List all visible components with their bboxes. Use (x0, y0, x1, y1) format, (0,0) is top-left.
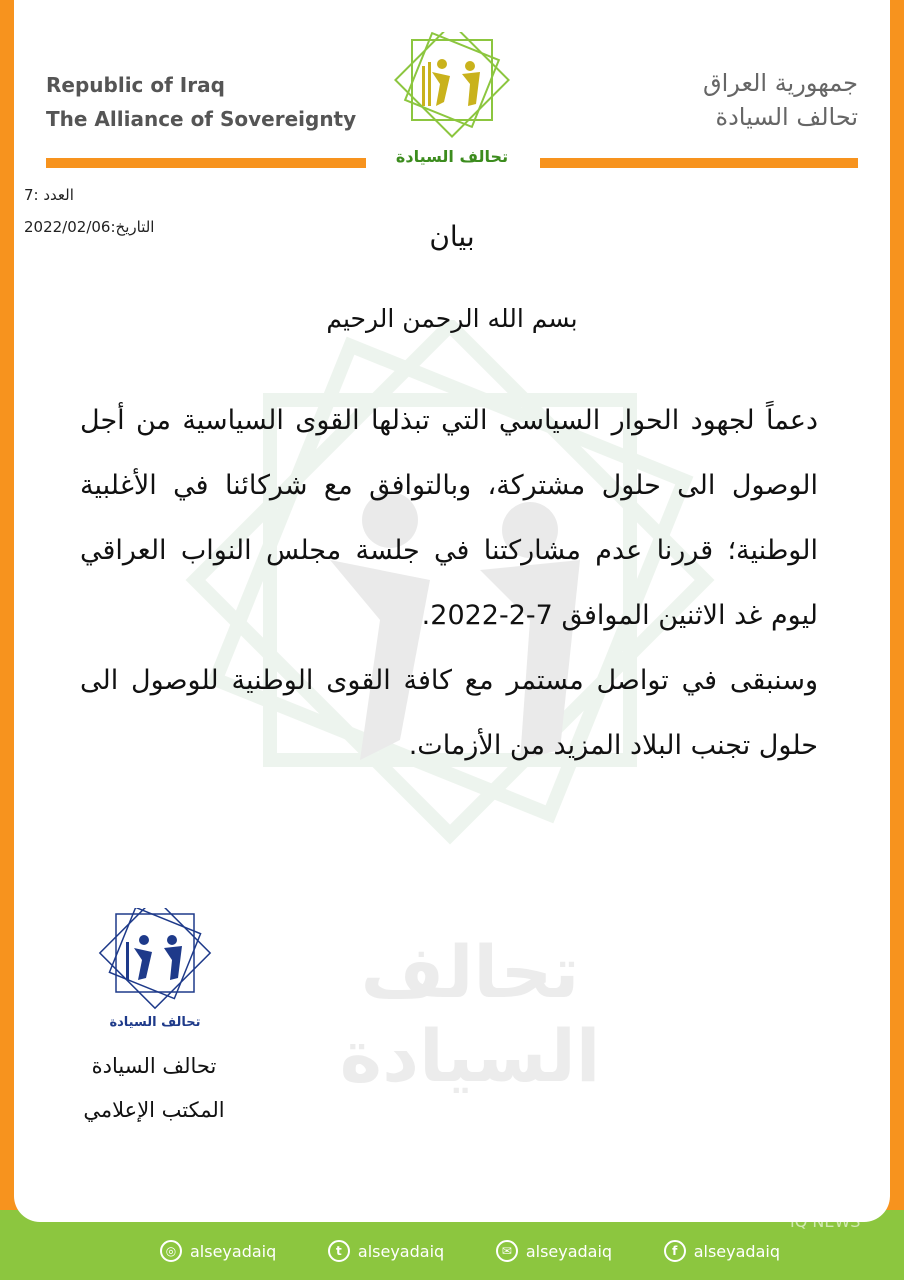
statement-paragraph-2: وسنبقى في تواصل مستمر مع كافة القوى الوطنية للوصول الى حلول تجنب البلاد المزيد من الأزمات. (80, 665, 818, 761)
signature-line2: المكتب الإعلامي (83, 1098, 225, 1122)
alliance-logo-bottom (96, 908, 214, 1034)
signature-line1: تحالف السيادة (91, 1054, 217, 1078)
date-value: 2022/02/06 (24, 218, 111, 236)
facebook-icon: f (664, 1240, 686, 1262)
watermark-text: تحالف السيادة (339, 930, 601, 1098)
footer-twitter[interactable] (328, 1240, 444, 1262)
logo-bottom-caption: تحالف السيادة (109, 1015, 201, 1030)
mail-icon: ✉ (496, 1240, 518, 1262)
header-en-line2: The Alliance of Sovereignty (46, 107, 357, 131)
statement-paragraph-1: دعماً لجهود الحوار السياسي التي تبذلها القوى السياسية من أجل الوصول الى حلول مشتركة، وبالتوافق مع شركائنا في الأغلبية الوطنية؛ قررنا عدم مشاركتنا في جلسة مجلس النواب العراقي ليوم غد الاثنين الموافق 7-2-2022. (80, 405, 818, 631)
footer-handle: alseyadaiq (190, 1241, 277, 1261)
footer-mail[interactable] (496, 1240, 612, 1262)
footer-handle: alseyadaiq (693, 1241, 780, 1261)
dribbble-icon: ◎ (160, 1240, 182, 1262)
header-ar-line1: جمهورية العراق (702, 69, 858, 97)
header-english (46, 68, 356, 136)
date-label: التاريخ: (110, 218, 155, 236)
press-watermark: IQ NEWS (790, 1212, 861, 1231)
footer-handle: alseyadaiq (525, 1241, 613, 1261)
header-en-line1: Republic of Iraq (46, 73, 225, 97)
header-ar-line2: تحالف السيادة (715, 103, 858, 131)
twitter-icon: t (328, 1240, 350, 1262)
footer-dribbble[interactable] (160, 1240, 276, 1262)
header-arabic (703, 66, 858, 134)
social-footer (160, 1236, 780, 1266)
logo-top-caption: تحالف السيادة (395, 147, 509, 166)
footer-handle: alseyadaiq (357, 1241, 445, 1261)
statement-body (80, 388, 818, 778)
signature-block (54, 1044, 254, 1132)
number-value: 7 (24, 186, 34, 204)
header-divider-right (540, 158, 858, 168)
document-title: بيان (429, 220, 475, 253)
header-divider-left (46, 158, 366, 168)
alliance-logo-top (384, 32, 520, 172)
basmala: بسم الله الرحمن الرحيم (326, 304, 578, 333)
document-number-row (24, 186, 186, 218)
number-label: العدد : (33, 186, 74, 204)
footer-facebook[interactable] (664, 1240, 780, 1262)
